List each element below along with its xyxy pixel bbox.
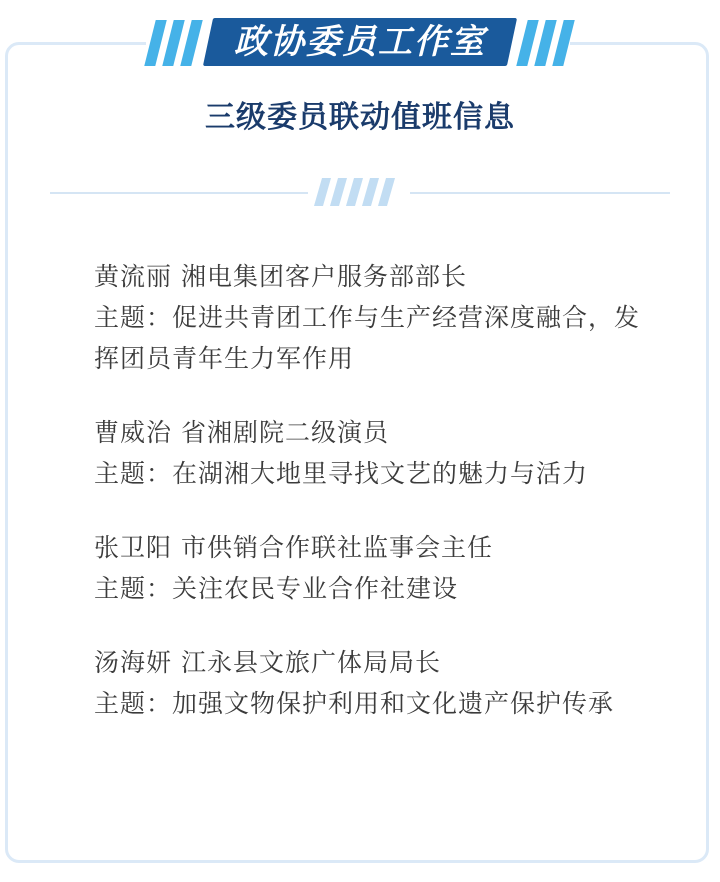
member-name-title: 黄流丽 湘电集团客户服务部部长 bbox=[94, 262, 467, 291]
banner-title: 政协委员工作室 bbox=[234, 22, 486, 62]
header-banner bbox=[0, 0, 720, 76]
member-name-title: 曹威治 省湘剧院二级演员 bbox=[94, 418, 389, 447]
divider-mark bbox=[330, 178, 347, 206]
member-topic: 主题：在湖湘大地里寻找文艺的魅力与活力 bbox=[94, 459, 589, 488]
duty-list bbox=[94, 256, 654, 757]
member-name-title: 张卫阳 市供销合作联社监事会主任 bbox=[94, 533, 493, 562]
list-item bbox=[94, 642, 654, 724]
divider-mark bbox=[314, 178, 331, 206]
divider-line-right bbox=[410, 192, 670, 194]
member-topic: 主题：促进共青团工作与生产经营深度融合，发挥团员青年生力军作用 bbox=[94, 303, 641, 373]
member-topic: 主题：加强文物保护利用和文化遗产保护传承 bbox=[94, 689, 615, 718]
member-topic: 主题：关注农民专业合作社建设 bbox=[94, 574, 459, 603]
divider-mark bbox=[346, 178, 363, 206]
list-item bbox=[94, 412, 654, 494]
divider-mark bbox=[362, 178, 379, 206]
list-item bbox=[94, 256, 654, 379]
member-name-title: 汤海妍 江永县文旅广体局局长 bbox=[94, 648, 441, 677]
divider-mark bbox=[378, 178, 395, 206]
list-item bbox=[94, 527, 654, 609]
divider-marks bbox=[312, 178, 402, 206]
page-subtitle: 三级委员联动值班信息 bbox=[205, 100, 515, 135]
divider-line-left bbox=[50, 192, 308, 194]
